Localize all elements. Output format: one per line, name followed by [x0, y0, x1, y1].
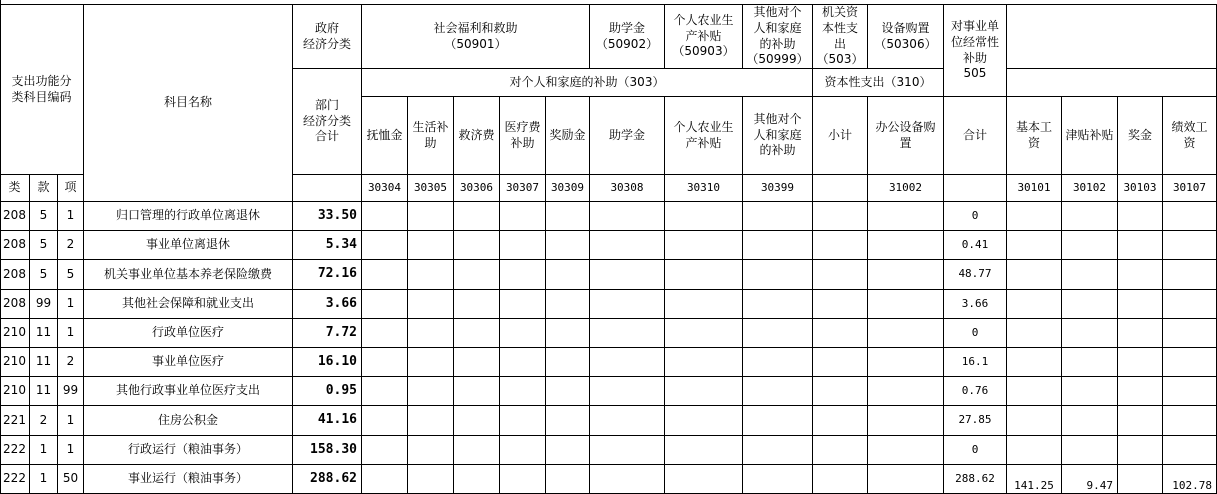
row-xiang: 1: [58, 290, 84, 319]
row-dept-total: 288.62: [293, 465, 362, 494]
row-xiang: 99: [58, 377, 84, 406]
header-code: 31002: [868, 175, 944, 202]
header-capital-310: 资本性支出（310）: [813, 69, 944, 97]
row-heji: 3.66: [944, 290, 1007, 319]
header-code: 30307: [500, 175, 546, 202]
row-empty-cell: [500, 319, 546, 348]
header-code: 30102: [1062, 175, 1118, 202]
row-empty-cell: [1007, 348, 1062, 377]
row-empty-cell: [408, 260, 454, 290]
row-xiang: 5: [58, 260, 84, 290]
row-empty-cell: [813, 465, 868, 494]
row-empty-cell: [868, 436, 944, 465]
header-sub-label: 基本工 资: [1007, 97, 1062, 175]
row-empty-cell: [500, 436, 546, 465]
row-empty-cell: [590, 202, 665, 231]
row-subject-name: 住房公积金: [84, 406, 293, 436]
row-empty-cell: [546, 319, 590, 348]
row-heji: 27.85: [944, 406, 1007, 436]
row-empty-cell: [1007, 406, 1062, 436]
row-empty-cell: [868, 406, 944, 436]
row-empty-cell: [743, 319, 813, 348]
row-empty-cell: [362, 436, 408, 465]
row-empty-cell: [362, 202, 408, 231]
row-empty-cell: [665, 290, 743, 319]
header-code: [813, 175, 868, 202]
header-code: 30107: [1163, 175, 1217, 202]
header-sub-label: 奖金: [1118, 97, 1163, 175]
row-heji: 0.41: [944, 231, 1007, 260]
header-sub-label: 小计: [813, 97, 868, 175]
row-empty-cell: [500, 231, 546, 260]
row-xiang: 2: [58, 231, 84, 260]
row-allowance: 9.47: [1062, 465, 1118, 494]
row-empty-cell: [546, 231, 590, 260]
row-empty-cell: [665, 465, 743, 494]
header-sub-label: 办公设备购 置: [868, 97, 944, 175]
header-sub-label: 奖励金: [546, 97, 590, 175]
row-dept-total: 7.72: [293, 319, 362, 348]
header-gov-econ: 政府 经济分类: [293, 5, 362, 69]
header-sub-label: 个人农业生 产补贴: [665, 97, 743, 175]
row-empty-cell: [546, 406, 590, 436]
row-empty-cell: [454, 319, 500, 348]
row-empty-cell: [1007, 377, 1062, 406]
row-empty-cell: [546, 465, 590, 494]
row-empty-cell: [500, 290, 546, 319]
row-subject-name: 行政运行（粮油事务）: [84, 436, 293, 465]
header-org-capital: 机关资 本性支 出 （503）: [813, 5, 868, 69]
row-dept-total: 72.16: [293, 260, 362, 290]
row-lei: 210: [0, 348, 30, 377]
header-sub-label: 生活补 助: [408, 97, 454, 175]
row-empty-cell: [454, 406, 500, 436]
row-empty-cell: [1118, 406, 1163, 436]
row-subject-name: 事业单位医疗: [84, 348, 293, 377]
row-empty-cell: [408, 377, 454, 406]
row-empty-cell: [1062, 202, 1118, 231]
row-empty-cell: [408, 290, 454, 319]
row-empty-cell: [1163, 436, 1217, 465]
row-empty-cell: [813, 290, 868, 319]
row-empty-cell: [665, 319, 743, 348]
row-empty-cell: [1007, 202, 1062, 231]
row-empty-cell: [408, 465, 454, 494]
row-empty-cell: [1163, 319, 1217, 348]
row-xiang: 50: [58, 465, 84, 494]
row-empty-cell: [665, 260, 743, 290]
row-empty-cell: [868, 231, 944, 260]
row-empty-cell: [743, 260, 813, 290]
header-student-aid: 助学金 （50902）: [590, 5, 665, 69]
row-empty-cell: [665, 436, 743, 465]
row-empty-cell: [546, 348, 590, 377]
row-dept-total: 158.30: [293, 436, 362, 465]
row-empty-cell: [743, 377, 813, 406]
header-farmer-subsidy: 个人农业生 产补贴 （50903）: [665, 5, 743, 69]
header-lei: 类: [0, 175, 30, 202]
row-empty-cell: [590, 406, 665, 436]
row-lei: 210: [0, 319, 30, 348]
header-equipment: 设备购置 （50306）: [868, 5, 944, 69]
row-kuan: 1: [30, 465, 58, 494]
row-empty-cell: [868, 377, 944, 406]
header-inst-subsidy: 对事业单 位经常性 补助 505: [944, 5, 1007, 97]
header-xiang: 项: [58, 175, 84, 202]
header-sub-label: 合计: [944, 97, 1007, 175]
row-empty-cell: [408, 202, 454, 231]
header-sub-label: 其他对个 人和家庭 的补助: [743, 97, 813, 175]
row-xiang: 1: [58, 202, 84, 231]
row-kuan: 11: [30, 348, 58, 377]
header-kuan: 款: [30, 175, 58, 202]
row-empty-cell: [813, 202, 868, 231]
row-subject-name: 行政单位医疗: [84, 319, 293, 348]
row-kuan: 2: [30, 406, 58, 436]
header-code: 30306: [454, 175, 500, 202]
row-dept-total: 33.50: [293, 202, 362, 231]
row-heji: 288.62: [944, 465, 1007, 494]
row-lei: 208: [0, 231, 30, 260]
row-empty-cell: [362, 290, 408, 319]
row-empty-cell: [1118, 319, 1163, 348]
row-subject-name: 归口管理的行政单位离退休: [84, 202, 293, 231]
header-subject-name: 科目名称: [84, 5, 293, 202]
row-empty-cell: [813, 436, 868, 465]
header-code: 30310: [665, 175, 743, 202]
row-empty-cell: [743, 436, 813, 465]
row-dept-total: 5.34: [293, 231, 362, 260]
row-empty-cell: [500, 348, 546, 377]
header-sub-label: 津贴补贴: [1062, 97, 1118, 175]
row-empty-cell: [1007, 290, 1062, 319]
row-lei: 210: [0, 377, 30, 406]
row-empty-cell: [1062, 406, 1118, 436]
header-code: 30309: [546, 175, 590, 202]
row-empty-cell: [362, 348, 408, 377]
row-empty-cell: [590, 260, 665, 290]
row-heji: 0: [944, 436, 1007, 465]
header-dept-econ: 部门 经济分类 合计: [293, 69, 362, 175]
header-code: 30399: [743, 175, 813, 202]
header-sub-label: 医疗费 补助: [500, 97, 546, 175]
header-welfare: 社会福利和救助 （50901）: [362, 5, 590, 69]
row-xiang: 2: [58, 348, 84, 377]
row-empty-cell: [813, 348, 868, 377]
row-empty-cell: [408, 348, 454, 377]
row-subject-name: 其他行政事业单位医疗支出: [84, 377, 293, 406]
row-empty-cell: [500, 260, 546, 290]
header-func-code: 支出功能分 类科目编码: [0, 5, 84, 175]
row-empty-cell: [665, 202, 743, 231]
row-empty-cell: [546, 260, 590, 290]
row-empty-cell: [1163, 348, 1217, 377]
row-empty-cell: [500, 406, 546, 436]
row-empty-cell: [1118, 465, 1163, 494]
row-empty-cell: [665, 348, 743, 377]
row-empty-cell: [454, 465, 500, 494]
row-lei: 221: [0, 406, 30, 436]
header-blank: [293, 175, 362, 202]
row-empty-cell: [1118, 377, 1163, 406]
header-code: [944, 175, 1007, 202]
row-xiang: 1: [58, 406, 84, 436]
row-empty-cell: [546, 377, 590, 406]
row-empty-cell: [454, 202, 500, 231]
row-kuan: 99: [30, 290, 58, 319]
row-subject-name: 机关事业单位基本养老保险缴费: [84, 260, 293, 290]
row-empty-cell: [454, 231, 500, 260]
row-empty-cell: [665, 231, 743, 260]
header-code: 30304: [362, 175, 408, 202]
row-subject-name: 事业单位离退休: [84, 231, 293, 260]
row-empty-cell: [590, 465, 665, 494]
row-lei: 208: [0, 290, 30, 319]
row-empty-cell: [408, 231, 454, 260]
row-empty-cell: [408, 319, 454, 348]
header-code: 30305: [408, 175, 454, 202]
row-empty-cell: [362, 377, 408, 406]
row-kuan: 11: [30, 319, 58, 348]
row-empty-cell: [1118, 231, 1163, 260]
header-code: 30101: [1007, 175, 1062, 202]
row-empty-cell: [1062, 436, 1118, 465]
row-empty-cell: [868, 319, 944, 348]
row-empty-cell: [743, 290, 813, 319]
row-lei: 222: [0, 465, 30, 494]
row-empty-cell: [1163, 202, 1217, 231]
row-dept-total: 3.66: [293, 290, 362, 319]
row-kuan: 5: [30, 202, 58, 231]
row-empty-cell: [500, 202, 546, 231]
row-empty-cell: [590, 231, 665, 260]
row-empty-cell: [454, 290, 500, 319]
row-empty-cell: [1163, 231, 1217, 260]
row-empty-cell: [1118, 260, 1163, 290]
header-sub-label: 抚恤金: [362, 97, 408, 175]
row-empty-cell: [868, 348, 944, 377]
row-empty-cell: [454, 348, 500, 377]
row-empty-cell: [1062, 290, 1118, 319]
row-empty-cell: [1163, 377, 1217, 406]
row-empty-cell: [590, 319, 665, 348]
row-empty-cell: [1062, 319, 1118, 348]
row-empty-cell: [546, 290, 590, 319]
row-heji: 0.76: [944, 377, 1007, 406]
row-empty-cell: [408, 406, 454, 436]
row-empty-cell: [590, 436, 665, 465]
row-empty-cell: [454, 377, 500, 406]
row-empty-cell: [1163, 406, 1217, 436]
header-sub-label: 绩效工 资: [1163, 97, 1217, 175]
row-subject-name: 其他社会保障和就业支出: [84, 290, 293, 319]
row-empty-cell: [1062, 260, 1118, 290]
row-empty-cell: [546, 436, 590, 465]
row-empty-cell: [590, 290, 665, 319]
row-empty-cell: [408, 436, 454, 465]
row-empty-cell: [1118, 290, 1163, 319]
row-lei: 222: [0, 436, 30, 465]
row-empty-cell: [362, 231, 408, 260]
header-sub-label: 救济费: [454, 97, 500, 175]
row-heji: 48.77: [944, 260, 1007, 290]
row-empty-cell: [1007, 436, 1062, 465]
row-empty-cell: [1007, 319, 1062, 348]
row-empty-cell: [813, 231, 868, 260]
row-empty-cell: [1062, 231, 1118, 260]
row-empty-cell: [743, 231, 813, 260]
row-empty-cell: [743, 202, 813, 231]
row-empty-cell: [1163, 290, 1217, 319]
row-empty-cell: [1163, 260, 1217, 290]
row-empty-cell: [454, 436, 500, 465]
row-empty-cell: [500, 465, 546, 494]
row-empty-cell: [1007, 260, 1062, 290]
row-empty-cell: [743, 465, 813, 494]
row-subject-name: 事业运行（粮油事务）: [84, 465, 293, 494]
row-kuan: 11: [30, 377, 58, 406]
row-empty-cell: [743, 406, 813, 436]
row-empty-cell: [454, 260, 500, 290]
row-empty-cell: [590, 348, 665, 377]
row-heji: 0: [944, 319, 1007, 348]
row-empty-cell: [665, 406, 743, 436]
row-empty-cell: [590, 377, 665, 406]
row-empty-cell: [743, 348, 813, 377]
header-blank: [1007, 5, 1217, 69]
row-empty-cell: [813, 319, 868, 348]
row-basic-salary: 141.25: [1007, 465, 1062, 494]
row-kuan: 5: [30, 260, 58, 290]
row-kuan: 5: [30, 231, 58, 260]
row-xiang: 1: [58, 319, 84, 348]
row-dept-total: 0.95: [293, 377, 362, 406]
row-empty-cell: [362, 406, 408, 436]
row-empty-cell: [1062, 377, 1118, 406]
row-empty-cell: [813, 406, 868, 436]
row-empty-cell: [362, 319, 408, 348]
row-empty-cell: [1062, 348, 1118, 377]
row-dept-total: 16.10: [293, 348, 362, 377]
header-personal-303: 对个人和家庭的补助（303）: [362, 69, 813, 97]
row-empty-cell: [868, 290, 944, 319]
row-empty-cell: [868, 260, 944, 290]
row-empty-cell: [500, 377, 546, 406]
header-sub-label: 助学金: [590, 97, 665, 175]
row-dept-total: 41.16: [293, 406, 362, 436]
row-empty-cell: [813, 377, 868, 406]
row-empty-cell: [1007, 231, 1062, 260]
row-xiang: 1: [58, 436, 84, 465]
row-heji: 0: [944, 202, 1007, 231]
row-empty-cell: [546, 202, 590, 231]
row-empty-cell: [868, 202, 944, 231]
row-empty-cell: [1118, 202, 1163, 231]
header-code: 30308: [590, 175, 665, 202]
row-lei: 208: [0, 202, 30, 231]
row-empty-cell: [1118, 436, 1163, 465]
row-empty-cell: [362, 465, 408, 494]
header-blank: [1007, 69, 1217, 97]
row-empty-cell: [813, 260, 868, 290]
row-empty-cell: [868, 465, 944, 494]
row-performance-pay: 102.78: [1163, 465, 1217, 494]
header-other-personal: 其他对个 人和家庭 的补助 （50999）: [743, 5, 813, 69]
row-kuan: 1: [30, 436, 58, 465]
row-empty-cell: [665, 377, 743, 406]
row-empty-cell: [1118, 348, 1163, 377]
row-heji: 16.1: [944, 348, 1007, 377]
row-empty-cell: [362, 260, 408, 290]
header-code: 30103: [1118, 175, 1163, 202]
row-lei: 208: [0, 260, 30, 290]
